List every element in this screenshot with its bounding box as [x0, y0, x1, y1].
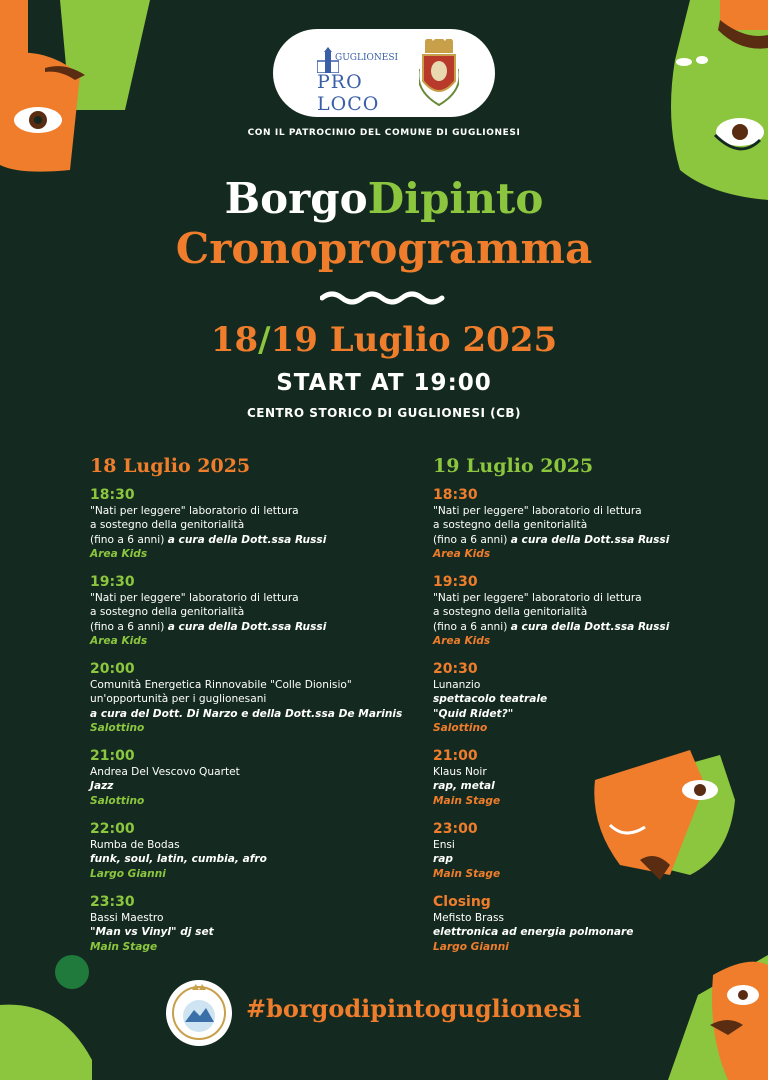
proloco-town-label: GUGLIONESI [335, 53, 399, 63]
event-location: Main Stage [90, 940, 158, 953]
program-day2 [433, 455, 768, 953]
event-dates [0, 320, 768, 360]
event-subtitle: Cronoprogramma [175, 224, 593, 273]
event-time: 20:00 [90, 661, 135, 677]
event-time: 23:30 [90, 894, 135, 910]
event-time: 18:30 [90, 487, 135, 503]
seal-icon [166, 980, 232, 1046]
hashtag: #borgodipintoguglionesi [246, 994, 582, 1023]
event-location: Largo Gianni [90, 867, 166, 880]
proloco-brand-label: PRO LOCO [317, 71, 380, 115]
logo-banner [273, 29, 495, 117]
start-time: START AT 19:00 [276, 370, 492, 396]
day1-event-6: 23:30 Bassi Maestro "Man vs Vinyl" dj set Main Stage [90, 894, 430, 954]
day1-event-5: 22:00 Rumba de Bodas funk, soul, latin, cumbia, afro Largo Gianni [90, 821, 430, 881]
patronage-text: CON IL PATROCINIO DEL COMUNE DI GUGLIONESI [247, 128, 521, 138]
wave-divider [320, 288, 448, 308]
event-time: 18:30 [433, 487, 478, 503]
event-time: Closing [433, 894, 491, 910]
title-borgo: Borgo [224, 174, 368, 223]
day1-event-2: 19:30 "Nati per leggere" laboratorio di lettura a sostegno della genitorialità (fino a 6 anni) a cura della Dott.ssa Russi Area Kids [90, 574, 430, 649]
day2-event-3: 20:30 Lunanzio spettacolo teatrale "Quid Ridet?" Salottino [433, 661, 768, 736]
face-top-left-illustration [0, 0, 150, 180]
event-location: Largo Gianni [433, 940, 509, 953]
event-title [0, 174, 768, 223]
title-dipinto: Dipinto [367, 174, 544, 223]
proloco-logo [313, 47, 413, 115]
municipality-seal [166, 980, 232, 1046]
event-location: Area Kids [433, 635, 491, 648]
event-location: Salottino [90, 722, 145, 735]
event-time: 20:30 [433, 661, 478, 677]
event-location: Main Stage [433, 867, 501, 880]
event-location: Area Kids [90, 548, 148, 561]
event-time: 21:00 [433, 748, 478, 764]
event-location: Main Stage [433, 794, 501, 807]
guglionesi-crest-icon [419, 39, 459, 107]
event-time: 19:30 [90, 574, 135, 590]
event-location: Salottino [90, 794, 145, 807]
day1-event-1: 18:30 "Nati per leggere" laboratorio di lettura a sostegno della genitorialità (fino a 6 anni) a cura della Dott.ssa Russi Area Kids [90, 487, 430, 562]
date-day1: 18 [210, 320, 259, 360]
day1-heading: 18 Luglio 2025 [90, 455, 251, 477]
program-day1 [90, 455, 430, 953]
event-location: Area Kids [433, 548, 491, 561]
event-time: 19:30 [433, 574, 478, 590]
face-top-right-illustration [660, 0, 768, 200]
day2-event-2: 19:30 "Nati per leggere" laboratorio di lettura a sostegno della genitorialità (fino a 6 anni) a cura della Dott.ssa Russi Area Kids [433, 574, 768, 649]
event-time: 22:00 [90, 821, 135, 837]
face-bottom-right-illustration [668, 955, 768, 1080]
date-month: Luglio 2025 [317, 320, 558, 360]
day2-event-6: Closing Mefisto Brass elettronica ad energia polmonare Largo Gianni [433, 894, 768, 954]
day1-event-4: 21:00 Andrea Del Vescovo Quartet Jazz Salottino [90, 748, 430, 808]
day2-event-1: 18:30 "Nati per leggere" laboratorio di lettura a sostegno della genitorialità (fino a 6 anni) a cura della Dott.ssa Russi Area Kids [433, 487, 768, 562]
day2-event-4: 21:00 Klaus Noir rap, metal Main Stage [433, 748, 768, 808]
event-time: 21:00 [90, 748, 135, 764]
event-time: 23:00 [433, 821, 478, 837]
event-location: Area Kids [90, 635, 148, 648]
date-slash: / [258, 320, 271, 360]
event-location: Salottino [433, 722, 488, 735]
date-day2: 19 [270, 320, 318, 360]
event-location: CENTRO STORICO DI GUGLIONESI (CB) [246, 406, 522, 420]
face-bottom-left-illustration [0, 950, 100, 1080]
day2-heading: 19 Luglio 2025 [433, 455, 594, 477]
day2-event-5: 23:00 Ensi rap Main Stage [433, 821, 768, 881]
day1-event-3: 20:00 Comunità Energetica Rinnovabile "Colle Dionisio" un'opportunità per i guglionesani a cura del Dott. Di Narzo e della Dott.ssa De Marinis Salottino [90, 661, 430, 736]
